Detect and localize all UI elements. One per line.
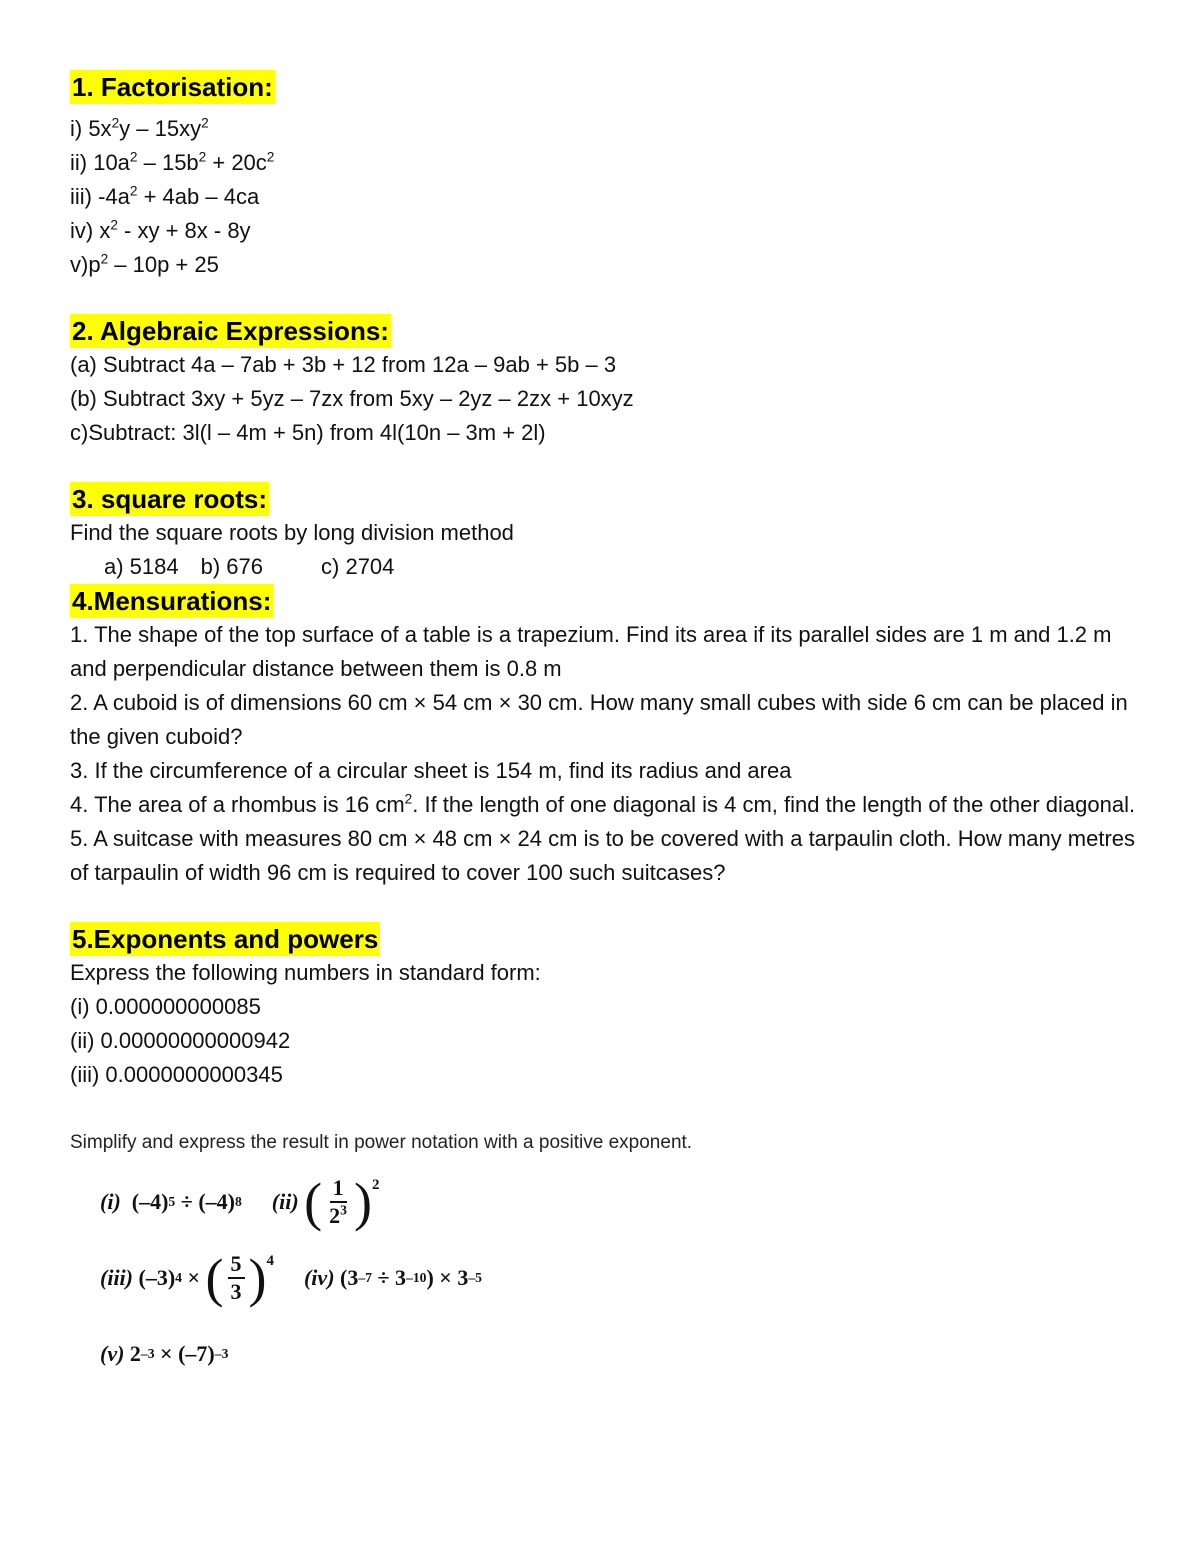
section-factorisation — [70, 70, 1140, 282]
factorisation-item: iv) $x^2$ - xy + 8x - 8y — [70, 217, 251, 243]
heading-exponents: 5.Exponents and powers — [72, 924, 379, 954]
square-root-option-b: b) 676 — [200, 554, 264, 579]
exponents-item: (ii) 0.00000000000942 — [70, 1028, 291, 1053]
math-row-3 — [100, 1316, 1140, 1392]
exponents-instruction: Express the following numbers in standard form: — [70, 960, 541, 985]
section-square-roots — [70, 482, 1140, 584]
mensuration-question: 2. A cuboid is of dimensions 60 cm × 54 cm × 30 cm. How many small cubes with side 6 cm can be placed in the given cuboid? — [70, 690, 1128, 749]
factorisation-item: i) $5x^2y - 15xy^2$ — [70, 115, 209, 141]
math-expression-iv: (iv) (3 –7 ÷ 3 –10 ) × 3 –5 — [303, 1265, 482, 1290]
exponents-item: (iii) 0.0000000000345 — [70, 1062, 283, 1087]
square-root-option-c: c) 2704 — [321, 554, 395, 579]
exponents-item: (i) 0.000000000085 — [70, 994, 261, 1019]
square-roots-instruction: Find the square roots by long division method — [70, 520, 514, 545]
algebraic-item: (b) Subtract 3xy + 5yz – 7zx from 5xy – 2yz – 2zx + 10xyz — [70, 386, 634, 411]
math-expression-iii: (iii) (–3) 4 × ( $\frac{5}{3}$ ) 4 — [100, 1248, 274, 1308]
factorisation-item: iii) $-4a^2 + 4ab - 4ca$ — [70, 183, 260, 209]
heading-mensuration: 4.Mensurations: — [72, 586, 272, 616]
simplify-instruction: Simplify and express the result in power notation with a positive exponent. — [70, 1132, 693, 1153]
mensuration-question: 3. If the circumference of a circular sheet is 154 m, find its radius and area — [70, 758, 792, 783]
math-expression-ii: (ii) ( $\frac{1}{2^3}$ ) 2 — [271, 1172, 380, 1232]
math-row-1 — [100, 1164, 1140, 1240]
section-mensuration — [70, 584, 1140, 890]
square-root-option-a: a) 5184 — [104, 554, 179, 579]
section-algebraic-expressions — [70, 314, 1140, 450]
mensuration-question: 5. A suitcase with measures 80 cm × 48 cm × 24 cm is to be covered with a tarpaulin cloth. How many metres of tarpaulin of width 96 cm is required to cover 100 such suitcases? — [70, 826, 1136, 885]
math-expression-i: (i) (–4) 5 ÷ (–4) 8 — [100, 1189, 242, 1214]
heading-factorisation: 1. Factorisation: — [72, 72, 273, 102]
factorisation-item: $v)p^2 - 10p + 25$ — [70, 251, 219, 277]
algebraic-item: (a) Subtract 4a – 7ab + 3b + 12 from 12a – 9ab + 5b – 3 — [70, 352, 617, 377]
math-row-2 — [100, 1240, 1140, 1316]
section-exponents — [70, 922, 1140, 1392]
heading-algebraic-expressions: 2. Algebraic Expressions: — [72, 316, 389, 346]
mensuration-question: 4. The area of a rhombus is 16 $cm^2$. If the length of one diagonal is 4 cm, find the length of the other diagonal. — [70, 791, 1136, 817]
factorisation-item: ii) $10a^2 - 15b^2 + 20c^2$ — [70, 149, 275, 175]
worksheet-page — [70, 70, 1140, 1392]
factorisation-list — [70, 112, 1140, 282]
heading-square-roots: 3. square roots: — [72, 484, 268, 514]
math-expression-v: (v) 2 –3 × (–7) –3 — [100, 1341, 229, 1366]
square-roots-options — [70, 550, 1140, 584]
mensuration-question: 1. The shape of the top surface of a table is a trapezium. Find its area if its parallel sides are 1 m and 1.2 m and perpendicular distance between them is 0.8 m — [70, 622, 1112, 681]
algebraic-item: c)Subtract: 3l(l – 4m + 5n) from 4l(10n – 3m + 2l) — [70, 420, 546, 445]
